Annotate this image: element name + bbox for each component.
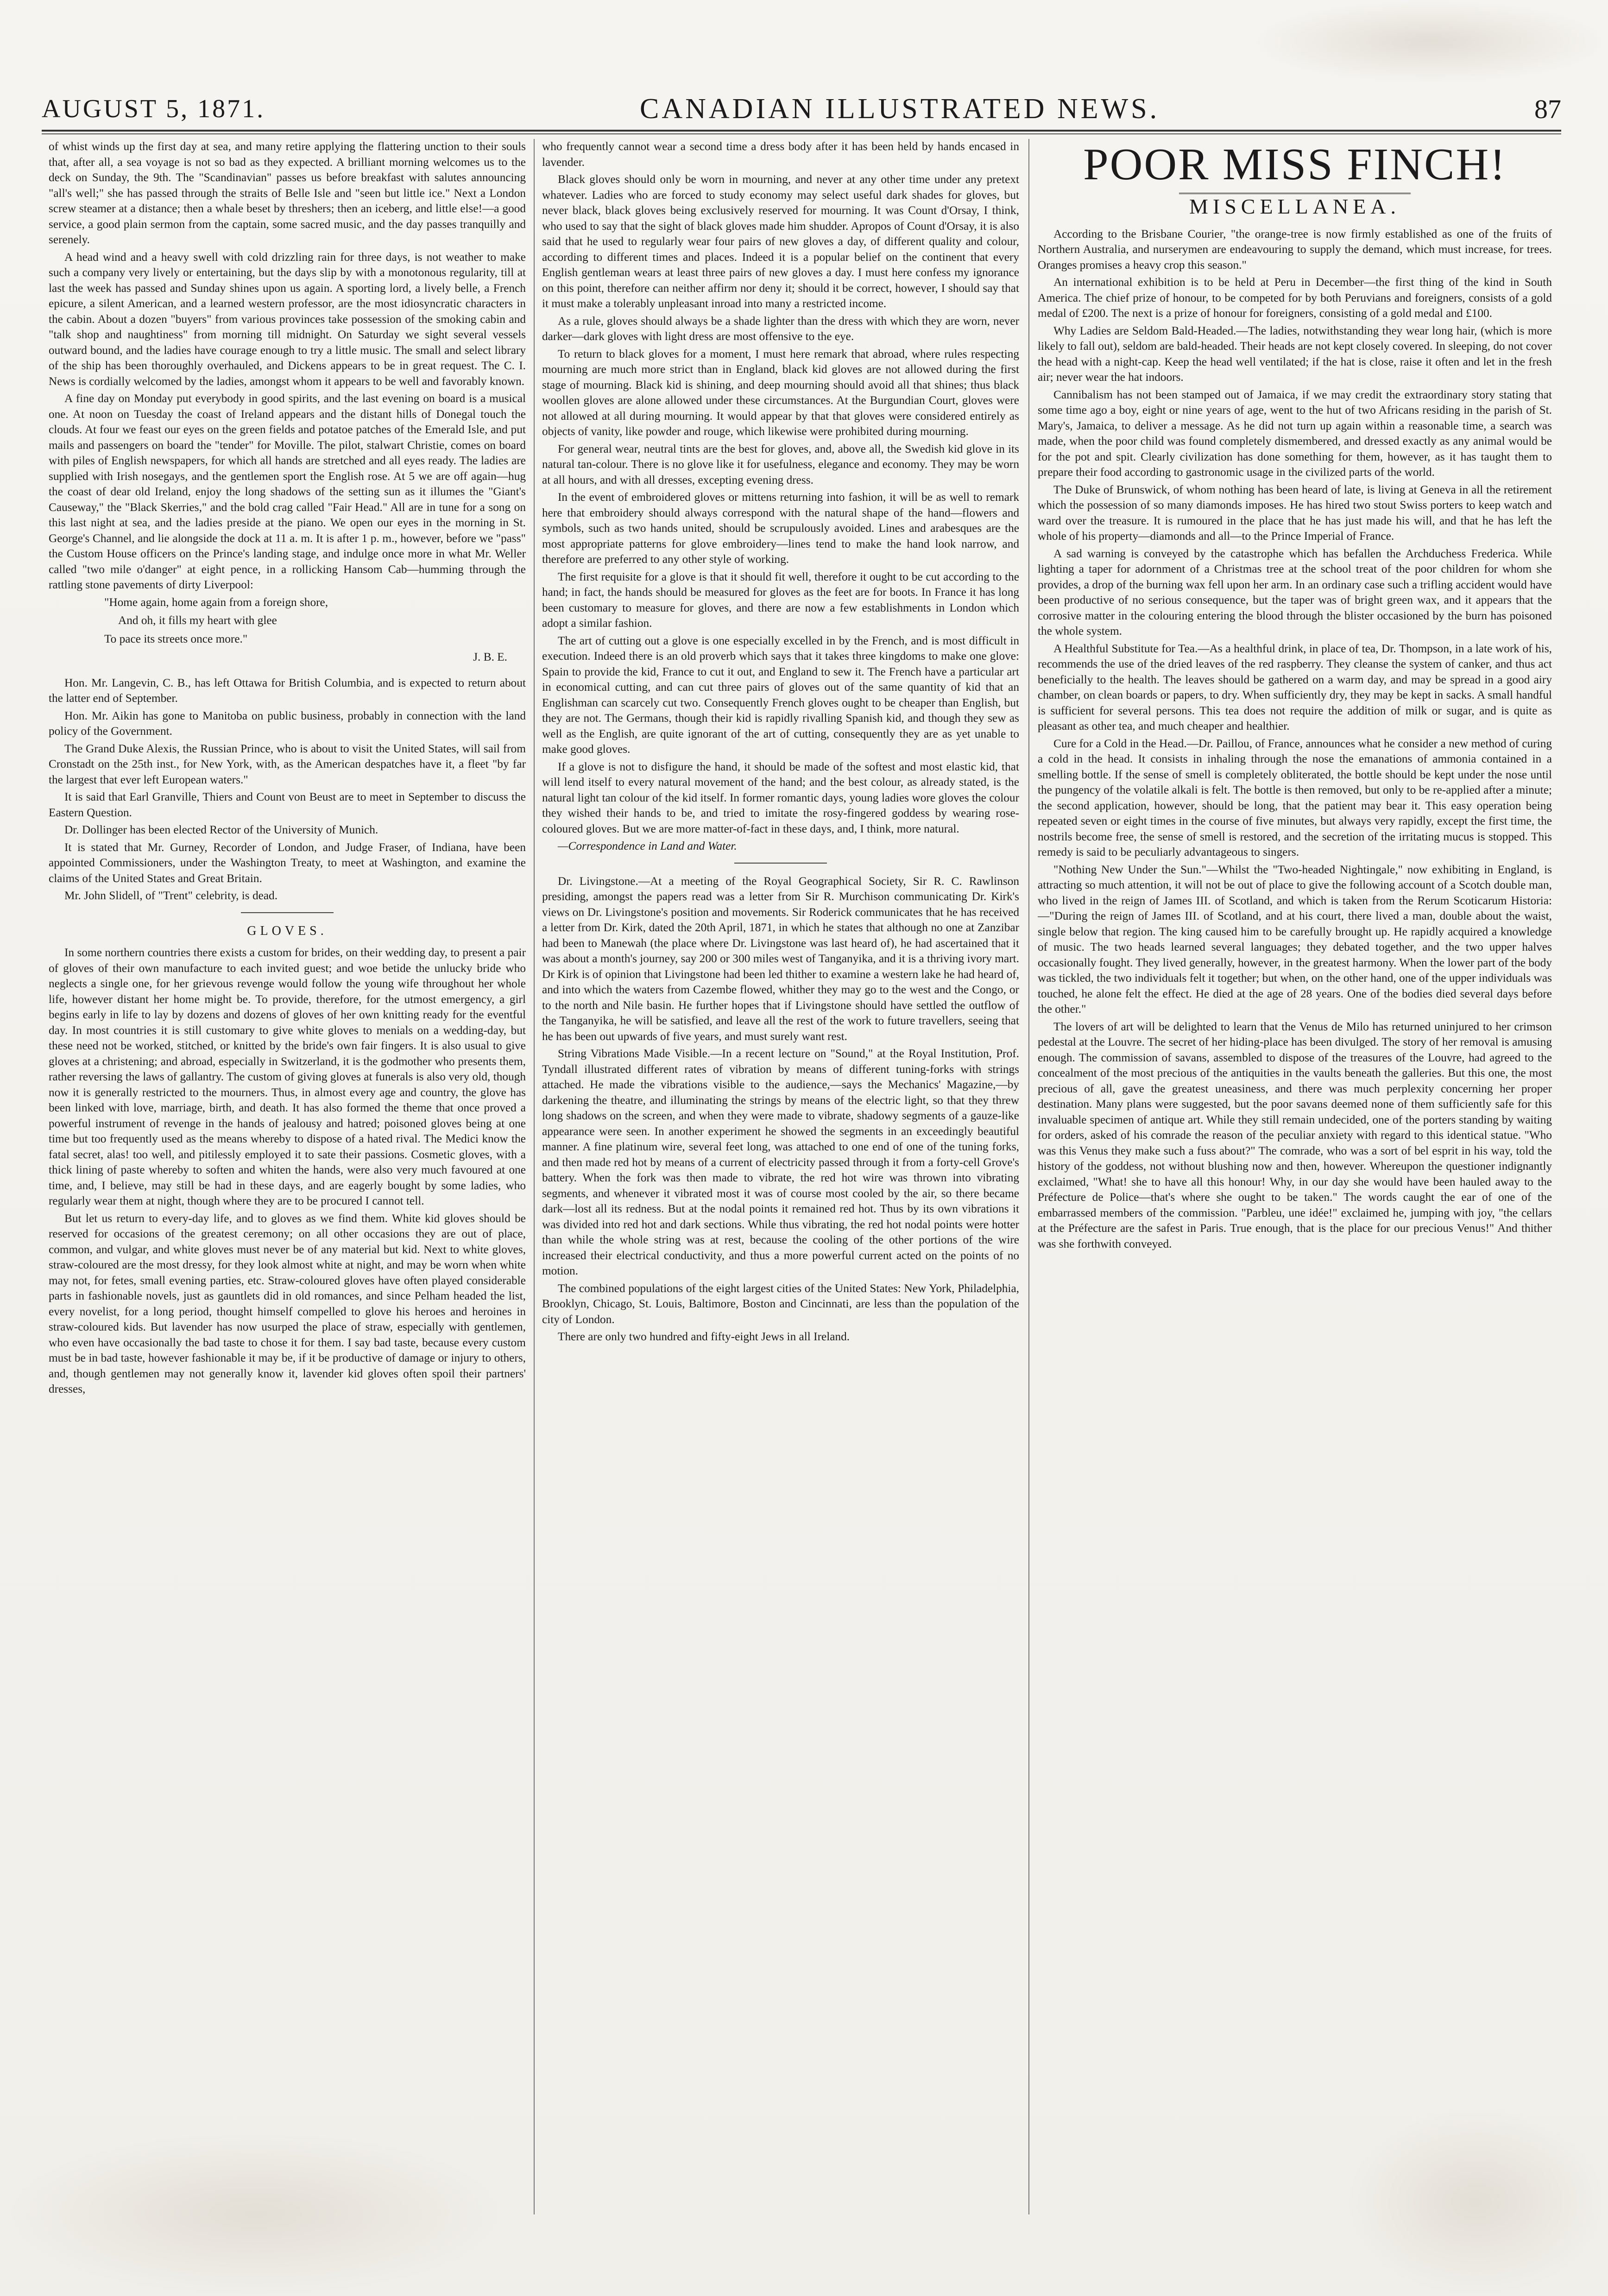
column-separator: [1028, 139, 1029, 2214]
news-item: Mr. John Slidell, of "Trent" celebrity, is dead.: [64, 889, 278, 902]
title-rule: [1179, 193, 1411, 194]
article-paragraph: In some northern countries there exists a custom for brides, on their wedding day, to present a pair of gloves of their own manufacture to each invited guest; and woe betide the unlucky bride who neglects a single one, for her grievous revenge would follow the young wife throughout her whole life, however distant her home might be. To provide, therefore, for the utmost emergency, a girl begins early in life to lay by dozens and dozens of gloves of her own knitting ready for the eventful day. In most countries it is still customary to give white gloves to menials on a wedding-day, but these need not be worked, stitched, or knitted by the bride's own fair fingers. It is also usual to give gloves at a christening; and abroad, especially in Switzerland, it is the godmother who presents them, rather reversing the laws of gallantry. The custom of giving gloves at funerals is also very old, though now it is generally restricted to the mourners. Thus, in almost every age and country, the glove has been linked with love, marriage, birth, and death. It has also formed the theme that once proved a powerful instrument of revenge in the hands of jealousy and hatred; poisoned gloves being at one time but too frequently used as the means whereby to dispose of a hated rival. The Medici know the fatal secret, alas! too well, and pitilessly employed it to sate their passions. Cosmetic gloves, with a thick lining of paste whereby to soften and whiten the hands, were also very much favoured at one time, and, I believe, may still be had in these days, and are eagerly bought by some ladies, who regularly wear them at night, though where they are to be procured I cannot tell.: [49, 946, 526, 1207]
misc-item: An international exhibition is to be held at Peru in December—the first thing of the kind in South America. The chief prize of honour, to be competed for by both Peruvians and foreigners, consists of a gold medal of £200. The next is a prize of honour for foreigners, consisting of a gold medal and £100.: [1038, 276, 1552, 320]
article-paragraph: of whist winds up the first day at sea, and many retire applying the flattering unction to their souls that, after all, a sea voyage is not so bad as they expected. A brilliant morning welcomes us to the deck on Sunday, the 9th. The "Scandinavian" passes us before breakfast with salutes announcing "all's well;" she has passed through the straits of Belle Isle and "seen but little ice." Next a London screw steamer at a distance; then a whale beset by threshers; then an iceberg, and little else!—a good service, a good plain sermon from the captain, some sacred music, and the day passes tranquilly and serenely.: [49, 140, 526, 246]
paper-stain: [1251, 0, 1608, 83]
news-item: There are only two hundred and fifty-eight Jews in all Ireland.: [558, 1330, 850, 1343]
news-item: Hon. Mr. Aikin has gone to Manitoba on public business, probably in connection with the land policy of the Government.: [49, 709, 526, 738]
article-paragraph: The art of cutting out a glove is one especially excelled in by the French, and is most difficult in execution. Indeed there is an old proverb which says that it takes three kingdoms to make one glove: Spain to provide the kid, France to cut it out, and England to sew it. The French have a particular art in economical cutting, and can cut three pairs of gloves out of the same quantity of kid that an Englishman can scarcely cut two. Consequently French gloves ought to be cheaper than English, but they are not. The Germans, though their kid is rapidly rivalling Spanish kid, and though they sew as well as the English, are quite ignorant of the art of cutting, consequently they are as yet unable to make good gloves.: [542, 634, 1019, 756]
misc-item: According to the Brisbane Courier, "the orange-tree is now firmly established as one of the fruits of Northern Australia, and nurserymen are endeavouring to supply the demand, which must increase, for trees. Oranges promises a heavy crop this season.": [1038, 227, 1552, 271]
article-paragraph: The first requisite for a glove is that it should fit well, therefore it ought to be cut according to the hand; in fact, the hands should be measured for gloves as the feet are for boots. In France it has long been customary to measure for gloves, and there are now a few establishments in London which adopt a similar fashion.: [542, 570, 1019, 630]
article-paragraph: A head wind and a heavy swell with cold drizzling rain for three days, is not weather to make such a company very lively or entertaining, but the days slip by with a monotonous regularity, till at last the week has passed and Sunday shines upon us again. A sporting lord, a lively belle, a French epicure, a silent American, and a learned western professor, are the most idiosyncratic characters in the cabin. About a dozen "buyers" from various provinces take possession of the smoking cabin and "talk shop and naughtiness" from morning till midnight. On Saturday we sight several vessels outward bound, and the ladies have courage enough to try a little music. The small and select library of the ship has been thoroughly overhauled, and Dickens appears to be in great request. The C. I. News is cordially welcomed by the ladies, amongst whom it appears to be well and favorably known.: [49, 250, 526, 388]
header-rule: [42, 133, 1561, 134]
miscellanea-heading: MISCELLANEA.: [1189, 195, 1401, 218]
news-item: It is stated that Mr. Gurney, Recorder of London, and Judge Fraser, of Indiana, have been appointed Commissioners, under the Washington Treaty, to meet at Washington, and examine the claims of the United States and Great Britain.: [49, 840, 526, 885]
page-number: 87: [1534, 94, 1561, 124]
misc-item: The lovers of art will be delighted to learn that the Venus de Milo has returned uninjured to her crimson pedestal at the Louvre. The secret of her hiding-place has been divulged. The story of her removal is amusing enough. The commission of savans, assembled to dispose of the treasures of the Louvre, had agreed to the concealment of the most precious of the antiquities in the vaults beneath the galleries. But this one, the most precious of all, gave the greatest uneasiness, and there was much perplexity concerning her proper destination. Many plans were suggested, but the poor savans deemed none of them sufficiently safe for this invaluable specimen of antique art. While they still remain undecided, one of the porters standing by waiting for orders, asked of his comrade the reason of the peculiar anxiety with regard to this identical statue. "Who was this Venus they make such a fuss about?" The comrade, who was a sort of bel esprit in his way, told the history of the goddess, not without blushing now and then, however. Whereupon the questioner indignantly exclaimed, "What! she to have all this honour! Why, in our day she would have been hauled away to the Préfecture de Police—that's where she ought to be taken." The words caught the ear of one of the embarrassed members of the commission. "Parbleu, une idée!" exclaimed he, jumping with joy, "the cellars at the Préfecture are the safest in Paris. True enough, that is the place for our precious Venus!" And thither was she forthwith conveyed.: [1038, 1020, 1552, 1250]
misc-item: A sad warning is conveyed by the catastrophe which has befallen the Archduchess Frederica. While lighting a taper for adornment of a Christmas tree at the school treat of the poor children for whom she provides, a drop of the burning wax fell upon her arm. In an ordinary case such a trifling accident would have been productive of no serious consequence, but the taper was of bright green wax, and it appears that the corrosive matter in the colouring entering the blood through the blister occasioned by the burn has poisoned the whole system.: [1038, 547, 1552, 637]
gloves-heading: GLOVES.: [247, 923, 328, 938]
column-separator: [534, 139, 535, 2214]
poem-line: To pace its streets once more.": [104, 632, 248, 645]
misc-item: Cannibalism has not been stamped out of Jamaica, if we may credit the extraordinary story stating that some time ago a boy, eight or nine years of age, went to the hut of two Africans residing in the parish of St. Mary's, Jamaica, to deliver a message. As he did not turn up again within a reasonable time, a search was made, when the poor child was found completely dismembered, and dressed exactly as any animal would be for the pot and spit. Clearly civilization has done something for them, however, as it has taught them to prepare their food according to gastronomic usage in the civilized parts of the world.: [1038, 388, 1552, 479]
article-paragraph: In the event of embroidered gloves or mittens returning into fashion, it will be as well to remark here that embroidery should always correspond with the natural shape of the hand—flowers and symbols, such as two hands united, should be scrupulously avoided. Lines and arabesques are the most appropriate patterns for glove embroidery—lines tend to make the hand look narrow, and therefore are preferred to any other style of working.: [542, 491, 1019, 566]
news-item-livingstone: Dr. Livingstone.—At a meeting of the Royal Geographical Society, Sir R. C. Rawlinson presiding, amongst the papers read was a letter from Sir R. Murchison communicating Dr. Kirk's views on Dr. Livingstone's position and movements. Sir Roderick communicates that he has received a letter from Dr. Kirk, dated the 20th April, 1871, in which he states that although no one at Zanzibar had been to Manewah (the place where Dr. Livingstone was last heard of), he had ascertained that it was about a month's journey, say 200 or 300 miles west of Tanganyika, and it is a thriving ivory mart. Dr Kirk is of opinion that Livingstone had been led thither to examine a western lake he had heard of, and into which the waters from Cazembe flowed, whither they may go to the west and the Congo, or to the north and Nile basin. He further hopes that if Livingstone should have settled the outflow of the Tanganyika, he will be satisfied, and leave all the rest of the work to future travellers, seeing that he has been out upwards of five years, and must surely want rest.: [542, 874, 1019, 1043]
news-item: The combined populations of the eight largest cities of the United States: New York, Philadelphia, Brooklyn, Chicago, St. Louis, Baltimore, Boston and Cincinnati, are less than the population of the city of London.: [542, 1281, 1019, 1326]
article-paragraph: If a glove is not to disfigure the hand, it should be made of the softest and most elastic kid, that will lend itself to every natural movement of the hand; and the best colour, as already stated, is the natural light tan colour of the kid itself. In former romantic days, young ladies wore gloves the colour they wished their hands to be, and tried to imitate the rosy-fingered goddess by wearing rose-coloured gloves. But we are more matter-of-fact in these days, and, I think, more natural.: [542, 760, 1019, 835]
source-credit: —Correspondence in Land and Water.: [558, 839, 737, 852]
author-signature: J. B. E.: [473, 650, 507, 663]
news-item-string-vibrations: String Vibrations Made Visible.—In a recent lecture on "Sound," at the Royal Institution, Prof. Tyndall illustrated different rates of vibration by means of different tuning-forks with strings attached. He made the vibrations visible to the audience,—says the Mechanics' Magazine,—by darkening the theatre, and illuminating the strings by means of the electric light, so that they threw long shadows on the screen, and when they were made to vibrate, shadowy segments of a gauze-like appearance were seen. In another experiment he showed the segments in an exceedingly beautiful manner. A fine platinum wire, several feet long, was attached to one end of one of the tuning forks, and then made red hot by means of a current of electricity passed through it from a forty-cell Grove's battery. When the fork was then made to vibrate, the red hot wire was thrown into vibrating segments, and whenever it vibrated most it was of course most cooled by the air, so there became dark—lost all its redness. But at the nodal points it remained red hot. Thus by its own vibrations it was divided into red hot and dark sections. While thus vibrating, the red hot nodal points were hotter than while the whole string was at rest, because the cooling of the other portions of the wire increased their electrical conductivity, and thus a more powerful current acted on the points of no motion.: [542, 1047, 1019, 1277]
poem-line: "Home again, home again from a foreign shore,: [104, 595, 328, 609]
article-paragraph: As a rule, gloves should always be a shade lighter than the dress with which they are worn, never darker—dark gloves with light dress are most offensive to the eye.: [542, 314, 1019, 343]
misc-item: "Nothing New Under the Sun."—Whilst the "Two-headed Nightingale," now exhibiting in England, is attracting so much attention, it will not be out of place to give the following account of a Scotch double man, who lived in the reign of James III. of Scotland, and which is taken from the Rerum Scoticarum Historia:—"During the reign of James III. of Scotland, and at his court, there lived a man, double about the waist, single below that region. The king caused him to be carefully brought up. He rapidly acquired a knowledge of music. The two heads learned several languages; they debated together, and the two upper halves occasionally fought. They lived generally, however, in the greatest harmony. When the lower part of the body was tickled, the two individuals felt it together; but when, on the other hand, one of the upper individuals was touched, he alone felt the effect. He died at the age of 28 years. One of the bodies died several days before the other.": [1038, 863, 1552, 1016]
article-paragraph: But let us return to every-day life, and to gloves as we find them. White kid gloves should be reserved for occasions of the greatest ceremony; on all other occasions they are out of place, common, and vulgar, and white gloves must never be of any material but kid. Next to white gloves, straw-coloured are the most dressy, for they look almost white at night, and may be worn when white may not, for fetes, small evening parties, etc. Straw-coloured gloves have often played considerable parts in fashionable novels, just as gauntlets did in old romances, and since Pelham headed the list, every novelist, for a long period, thought himself compelled to glove his heroes and heroines in straw-coloured kids. But lavender has now usurped the place of straw, especially with gentlemen, who even have occasionally the bad taste to chose it for them. I say bad taste, because every custom must be in bad taste, however fashionable it may be, if it be productive of damage or injury to others, and, though gentlemen may not generally know it, lavender kid gloves often spoil their partners' dresses,: [49, 1211, 526, 1395]
column-2: [542, 139, 1019, 2238]
misc-item: Why Ladies are Seldom Bald-Headed.—The ladies, notwithstanding they wear long hair, (which is more likely to fall out), seldom are bald-headed. Their heads are not kept closely covered. In sleeping, do not cover the head with a night-cap. Keep the head well ventilated; if the hat is close, raise it often and let in the fresh air; never wear the hat indoors.: [1038, 324, 1552, 384]
article-paragraph: Black gloves should only be worn in mourning, and never at any other time under any pretext whatever. Ladies who are forced to study economy may select useful dark shades for gloves, but never black, black gloves being exclusively reserved for mourning. It was Count d'Orsay, I think, who used to say that the sight of black gloves made him shudder. Apropos of Count d'Orsay, it is also said that he used to regularly wear four pairs of new gloves a day, of different quality and colour, according to different times and places. Indeed it is a popular belief on the continent that every English gentleman wears at least three pairs of new gloves a day. I must here confess my ignorance on this point, therefore can neither affirm nor deny it; should it be correct, however, I should say that it must make a tolerably unpleasant inroad into many a restricted income.: [542, 173, 1019, 310]
article-paragraph: To return to black gloves for a moment, I must here remark that abroad, where rules respecting mourning are much more strict than in England, black kid gloves are not allowed during the first stage of mourning. Black kid is shining, and deep mourning should avoid all that shines; thus black woollen gloves are alone allowed under these circumstances. At the Burgundian Court, gloves were not allowed at all during mourning. It would appear by that that gloves were considered entirely as objects of vanity, like powder and rouge, which likewise were prohibited during mourning.: [542, 347, 1019, 438]
article-paragraph: A fine day on Monday put everybody in good spirits, and the last evening on board is a musical one. At noon on Tuesday the coast of Ireland appears and the distant hills of Donegal touch the clouds. At four we feast our eyes on the green fields and potatoe patches of the Emerald Isle, and put mails and passengers on board the "tender" for Moville. The pilot, stalwart Christie, comes on board with piles of English newspapers, for which all hands are stretched and all eyes ready. The ladies are supplied with Irish nosegays, and the gentlemen sport the English rose. At 5 we are off again—hug the coast of dear old Ireland, enjoy the long shadows of the setting sun as it illumes the "Giant's Causeway," the "Black Skerries," and the bold crag called "Fair Head." All are in tune for a song on this last night at sea, and the ladies preside at the piano. We open our eyes in the morning in St. George's Channel, and lie alongside the dock at 11 a. m. It is after 1 p. m., however, before we "pass" the Custom House officers on the Prince's landing stage, and indulge once more in what Mr. Weller called "two mile o'danger" at eight pence, in a rollicking Hansom Cab—humming through the rattling stone pavements of dirty Liverpool:: [49, 392, 526, 591]
news-item: Dr. Dollinger has been elected Rector of the University of Munich.: [64, 823, 378, 836]
issue-date: AUGUST 5, 1871.: [42, 95, 265, 123]
column-1: [49, 139, 526, 2238]
misc-item: Cure for a Cold in the Head.—Dr. Paillou, of France, announces what he consider a new method of curing a cold in the head. It consists in inhaling through the nose the emanations of ammonia contained in a smelling bottle. If the sense of smell is completely obliterated, the bottle should be kept under the nose until the pungency of the volatile alkali is felt. The bottle is then removed, but only to be re-applied after a minute; the second application, however, should be long, that the patient may bear it. This easy operation being repeated seven or eight times in the course of five minutes, but always very rapidly, except the first time, the nostrils become free, the sense of smell is restored, and the secretion of the irritating mucus is stopped. This remedy is said to be peculiarly advantageous to singers.: [1038, 737, 1552, 858]
page-header: [42, 88, 1561, 132]
misc-item: A Healthful Substitute for Tea.—As a healthful drink, in place of tea, Dr. Thompson, in a late work of his, recommends the use of the dried leaves of the red raspberry. They cleanse the system of canker, and thus act beneficially to the health. The leaves should be gathered on a warm day, and may be spread in a good airy chamber, on clean boards or papers, to dry. When sufficiently dry, they may be kept in sacks. A small handful is sufficient for several persons. This tea does not require the addition of milk or sugar, and is quite as pleasant as other tea, and much cheaper and healthier.: [1038, 642, 1552, 732]
section-rule: [241, 912, 334, 913]
poem-line: And oh, it fills my heart with glee: [118, 614, 277, 627]
news-item: It is said that Earl Granville, Thiers and Count von Beust are to meet in September to discuss the Eastern Question.: [49, 790, 526, 819]
article-paragraph: who frequently cannot wear a second time a dress body after it has been held by hands encased in lavender.: [542, 140, 1019, 169]
news-item: Hon. Mr. Langevin, C. B., has left Ottawa for British Columbia, and is expected to return about the latter end of September.: [49, 676, 526, 705]
article-paragraph: For general wear, neutral tints are the best for gloves, and, above all, the Swedish kid glove in its natural tan-colour. There is no glove like it for usefulness, elegance and economy. They may be worn at all hours, and with all dresses, excepting evening dress.: [542, 442, 1019, 486]
column-3: [1038, 139, 1552, 2238]
misc-item: The Duke of Brunswick, of whom nothing has been heard of late, is living at Geneva in all the retirement which the possession of so many diamonds imposes. He has hired two stout Swiss porters to keep watch and ward over the treasure. It is rumoured in the place that he has just made his will, and that he has left the whole of his property—diamonds and all—to the Prince Imperial of France.: [1038, 483, 1552, 542]
news-item: The Grand Duke Alexis, the Russian Prince, who is about to visit the United States, will sail from Cronstadt on the 25th inst., for New York, with, as the American despatches have it, a fleet "by far the largest that ever left European waters.": [49, 742, 526, 786]
section-rule: [734, 863, 827, 864]
novel-title: POOR MISS FINCH!: [1083, 139, 1507, 189]
masthead-title: CANADIAN ILLUSTRATED NEWS.: [640, 93, 1160, 125]
